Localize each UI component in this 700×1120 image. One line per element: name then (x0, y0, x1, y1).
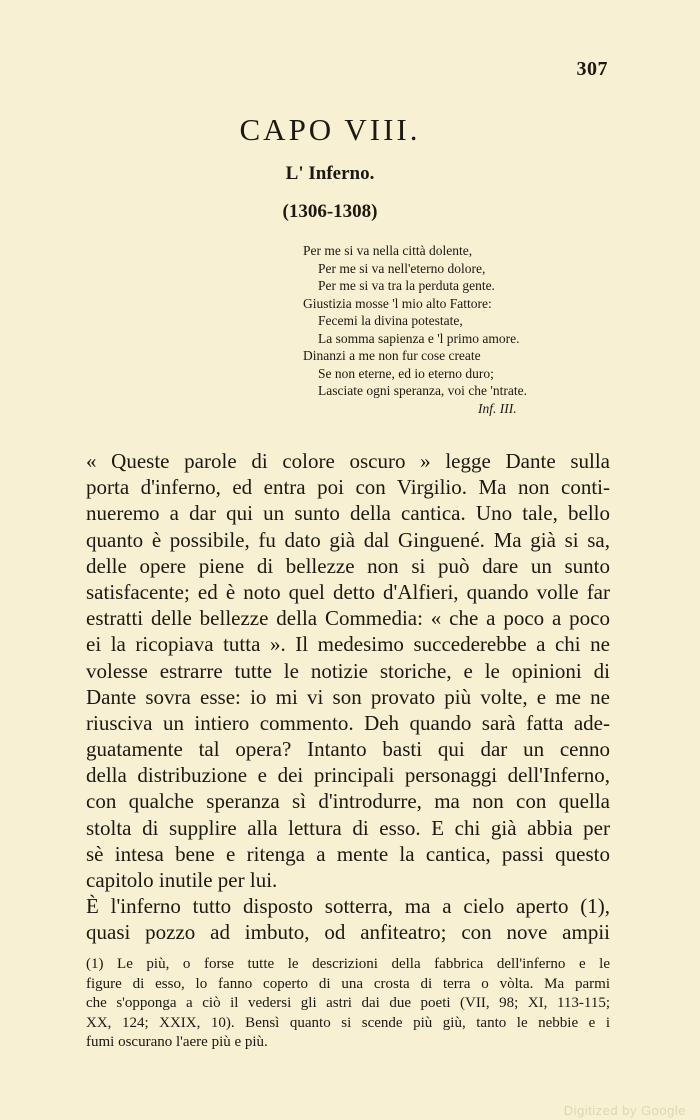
body-text (86, 448, 610, 946)
body-line: estratti delle bellezze della Commedia: « che a poco a poco (86, 606, 610, 631)
footnote-line: che s'opponga a ciò il vedersi gli astri dai due poeti (VII, 98; XI, 113-115; (86, 995, 610, 1011)
body-line: porta d'inferno, ed entra poi con Virgilio. Ma non conti- (86, 475, 610, 500)
footnote-line: fumi oscurano l'aere più e più. (86, 1034, 268, 1050)
body-line: È l'inferno tutto disposto sotterra, ma a cielo aperto (1), (86, 894, 610, 919)
body-line: con qualche speranza sì d'introdurre, ma non con quella (86, 789, 610, 814)
body-line: nueremo a dar qui un sunto della cantica. Uno tale, bello (86, 501, 610, 526)
epigraph-citation: Inf. III. (478, 400, 517, 416)
epigraph (303, 242, 623, 417)
watermark: Digitized by Google (563, 1103, 686, 1118)
epigraph-line: Fecemi la divina potestate, (318, 313, 463, 328)
page-number: 307 (576, 58, 608, 80)
chapter-dates: (1306-1308) (282, 201, 378, 222)
epigraph-line: Dinanzi a me non fur cose create (303, 348, 481, 363)
footnote (86, 955, 610, 1053)
body-line: quanto è possibile, fu dato già dal Ginguené. Ma già si sa, (86, 527, 610, 552)
body-line: capitolo inutile per lui. (86, 868, 278, 892)
footnote-line: XX, 124; XXIX, 10). Bensì quanto si scende più giù, tanto le nebbie e i (86, 1014, 610, 1031)
epigraph-line: Per me si va nell'eterno dolore, (318, 260, 486, 276)
footnote-line: figure di esso, lo fanno coperto di una crosta di terra o vòlta. Ma parmi (86, 975, 610, 992)
body-line: guatamente tal opera? Intanto basti qui dar un cenno (86, 737, 610, 762)
epigraph-line: Per me si va nella città dolente, (303, 243, 473, 258)
body-line: della distribuzione e dei principali personaggi dell'Inferno, (86, 763, 610, 788)
epigraph-line: Lasciate ogni speranza, voi che 'ntrate. (318, 383, 527, 398)
body-line: Dante sovra esse: io mi vi son provato più volte, e me ne (86, 684, 610, 709)
body-line: volesse estrarre tutte le notizie storiche, e le opinioni di (86, 658, 610, 683)
epigraph-line: Se non eterne, ed io eterno duro; (318, 365, 494, 381)
body-line: riusciva un intiero commento. Deh quando sarà fatta ade- (86, 710, 610, 735)
body-line: satisfacente; ed è noto quel detto d'Alfieri, quando volle far (86, 579, 610, 604)
chapter-title: CAPO VIII. (239, 112, 421, 147)
epigraph-line: La somma sapienza e 'l primo amore. (318, 330, 520, 346)
footnote-line: (1) Le più, o forse tutte le descrizioni della fabbrica dell'inferno e le (86, 956, 610, 972)
body-line: quasi pozzo ad imbuto, od anfiteatro; con nove ampii (86, 920, 610, 945)
body-line: stolta di supplire alla lettura di esso. E chi già abbia per (86, 815, 610, 840)
chapter-subtitle: L' Inferno. (285, 163, 375, 184)
epigraph-line: Per me si va tra la perduta gente. (318, 278, 495, 293)
body-line: ei la ricopiava tutta ». Il medesimo succederebbe a chi ne (86, 632, 610, 657)
body-line: « Queste parole di colore oscuro » legge Dante sulla (86, 449, 610, 473)
body-line: sè intesa bene e ritenga a mente la cantica, passi questo (86, 841, 610, 866)
body-line: delle opere piene di bellezze non si può dare un sunto (86, 553, 610, 578)
epigraph-line: Giustizia mosse 'l mio alto Fattore: (303, 295, 492, 311)
